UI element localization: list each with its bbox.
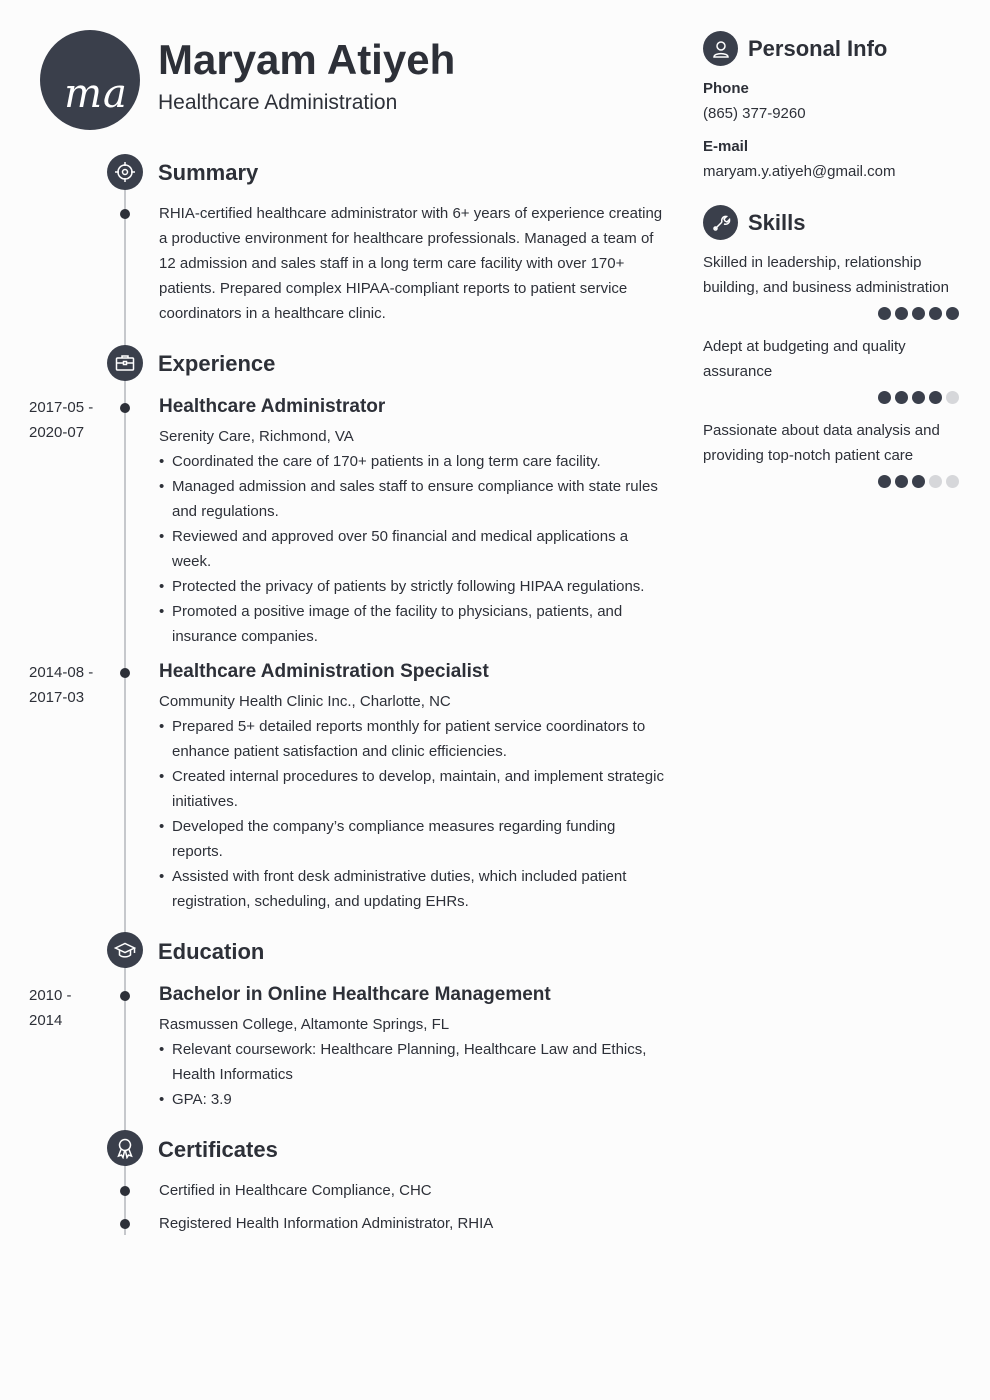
target-icon [107, 154, 143, 190]
timeline-dot [120, 668, 130, 678]
list-item: • Promoted a positive image of the facility to physicians, patients, and insurance companies. [159, 599, 669, 649]
rating-dot-filled [878, 475, 891, 488]
education-bullets [159, 1037, 669, 1112]
summary-heading: Summary [158, 160, 259, 185]
job-bullets [159, 449, 669, 649]
job-date-end: 2020-07 [29, 424, 85, 441]
timeline-dot [120, 991, 130, 1001]
rating-dot-filled [912, 391, 925, 404]
summary-text: RHIA-certified healthcare administrator with 6+ years of experience creating a productive environment for healthcare professionals. Managed a team of 12 admission and sales staff in a long term care facility with over 170+ patients. Prepared complex HIPAA-compliant reports to patient service coordinators in a healthcare clinic. [159, 205, 663, 322]
timeline-dot [120, 1219, 130, 1229]
job-date-start: 2014-08 - [29, 664, 94, 681]
list-item: • GPA: 3.9 [159, 1087, 669, 1112]
skill-rating [878, 307, 959, 320]
job-date-end: 2017-03 [29, 689, 85, 706]
rating-dot-filled [929, 307, 942, 320]
award-ribbon-icon [107, 1130, 143, 1166]
email-label: E-mail [703, 138, 749, 155]
wrench-icon [703, 205, 738, 240]
skill-rating [878, 475, 959, 488]
list-item: • Assisted with front desk administrative duties, which included patient registration, scheduling, and updating EHRs. [159, 864, 669, 914]
timeline-dot [120, 403, 130, 413]
certificate-item: Certified in Healthcare Compliance, CHC [159, 1182, 432, 1199]
rating-dot-empty [946, 391, 959, 404]
candidate-title: Healthcare Administration [158, 91, 398, 114]
certificate-item: Registered Health Information Administrator, RHIA [159, 1215, 494, 1232]
job-date-start: 2017-05 - [29, 399, 94, 416]
experience-heading: Experience [158, 351, 276, 376]
candidate-name: Maryam Atiyeh [158, 36, 456, 83]
avatar [40, 30, 140, 130]
list-item: • Prepared 5+ detailed reports monthly for patient service coordinators to enhance patient satisfaction and clinic efficiencies. [159, 714, 669, 764]
user-icon [703, 31, 738, 66]
rating-dot-filled [946, 307, 959, 320]
rating-dot-filled [895, 307, 908, 320]
timeline-line [124, 172, 126, 1235]
skill-rating [878, 391, 959, 404]
list-item: • Managed admission and sales staff to ensure compliance with state rules and regulations. [159, 474, 669, 524]
job-title: Healthcare Administrator [159, 396, 386, 417]
list-item: • Reviewed and approved over 50 financial and medical applications a week. [159, 524, 669, 574]
skill-text: Skilled in leadership, relationship building, and business administration [703, 254, 949, 296]
list-item: • Developed the company’s compliance measures regarding funding reports. [159, 814, 669, 864]
rating-dot-filled [895, 391, 908, 404]
briefcase-icon [107, 345, 143, 381]
list-item: • Relevant coursework: Healthcare Planning, Healthcare Law and Ethics, Health Informatics [159, 1037, 669, 1087]
list-item: • Protected the privacy of patients by strictly following HIPAA regulations. [159, 574, 669, 599]
job-title: Healthcare Administration Specialist [159, 661, 489, 682]
school-name: Rasmussen College, Altamonte Springs, FL [159, 1016, 450, 1033]
education-date-end: 2014 [29, 1012, 63, 1029]
skill-text: Adept at budgeting and quality assurance [703, 338, 906, 380]
rating-dot-filled [878, 307, 891, 320]
phone-label: Phone [703, 80, 749, 97]
email-value: maryam.y.atiyeh@gmail.com [703, 163, 896, 180]
education-date [29, 983, 109, 1033]
job-company: Community Health Clinic Inc., Charlotte, NC [159, 693, 451, 710]
education-date-start: 2010 - [29, 987, 72, 1004]
education-heading: Education [158, 939, 265, 964]
graduation-cap-icon [107, 932, 143, 968]
certificates-heading: Certificates [158, 1137, 278, 1162]
list-item: • Coordinated the care of 170+ patients in a long term care facility. [159, 449, 669, 474]
avatar-initials: ma [64, 71, 128, 117]
rating-dot-filled [895, 475, 908, 488]
phone-value: (865) 377-9260 [703, 105, 806, 122]
rating-dot-filled [929, 391, 942, 404]
degree-title: Bachelor in Online Healthcare Management [159, 984, 551, 1005]
job-date [29, 395, 109, 445]
personal-info-heading: Personal Info [748, 36, 888, 61]
skills-heading: Skills [748, 210, 806, 235]
rating-dot-filled [912, 307, 925, 320]
skill-text: Passionate about data analysis and providing top-notch patient care [703, 422, 940, 464]
timeline-dot [120, 1186, 130, 1196]
job-company: Serenity Care, Richmond, VA [159, 428, 354, 445]
rating-dot-empty [929, 475, 942, 488]
rating-dot-filled [912, 475, 925, 488]
job-date [29, 660, 109, 710]
rating-dot-filled [878, 391, 891, 404]
list-item: • Created internal procedures to develop, maintain, and implement strategic initiatives. [159, 764, 669, 814]
timeline-dot [120, 209, 130, 219]
job-bullets [159, 714, 669, 914]
rating-dot-empty [946, 475, 959, 488]
